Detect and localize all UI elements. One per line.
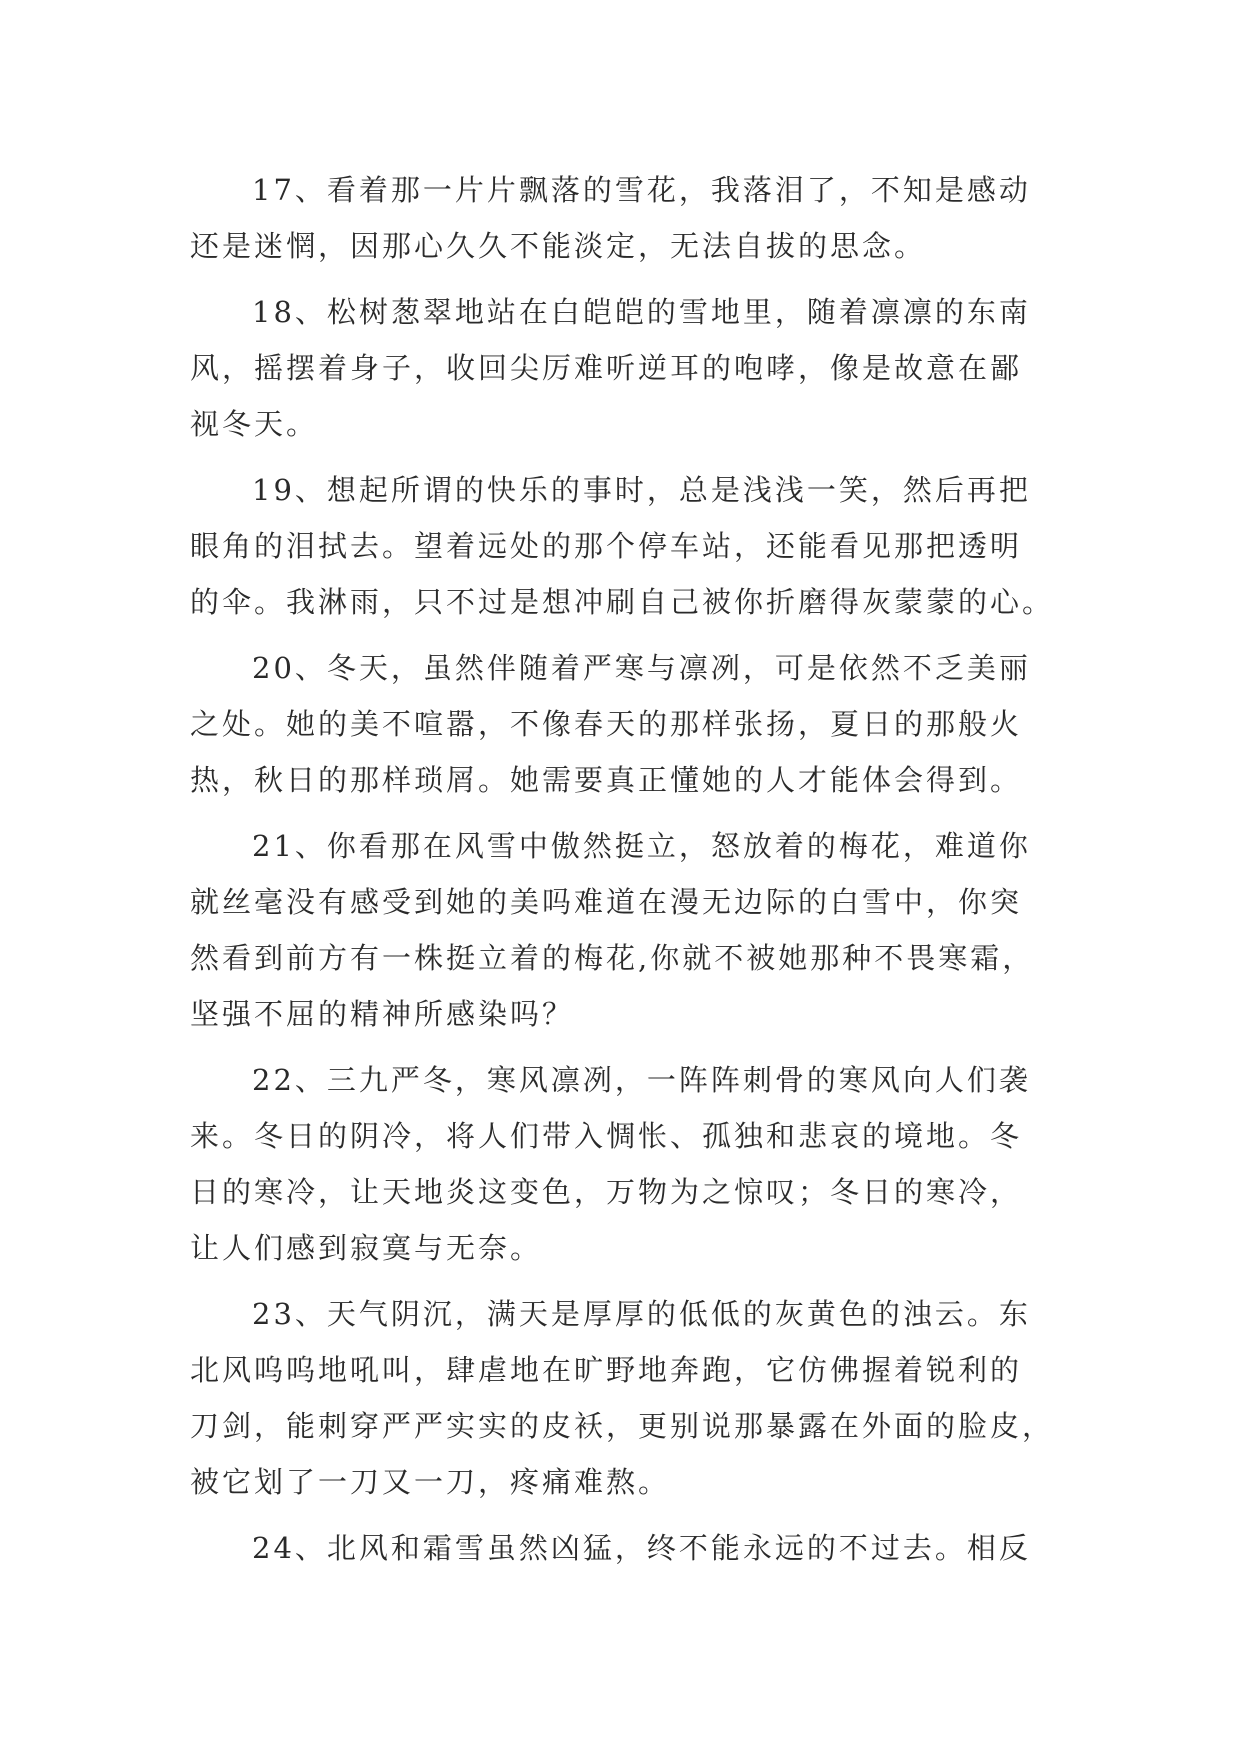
paragraph-line: 23、天气阴沉，满天是厚厚的低低的灰黄色的浊云。东 [252, 1297, 1031, 1331]
paragraph-20 [190, 640, 1050, 808]
paragraph-23 [190, 1286, 1055, 1510]
paragraph-18 [190, 284, 1050, 452]
paragraph-line: 热，秋日的那样琐屑。她需要真正懂她的人才能体会得到。 [190, 763, 1023, 797]
paragraph-19 [190, 462, 1055, 630]
paragraph-line: 眼角的泪拭去。望着远处的那个停车站，还能看见那把透明 [190, 529, 1023, 563]
paragraph-17 [190, 162, 1050, 274]
paragraph-line: 让人们感到寂寞与无奈。 [190, 1231, 543, 1265]
paragraph-line: 18、松树葱翠地站在白皑皑的雪地里，随着凛凛的东南 [252, 295, 1031, 329]
document-body [190, 162, 1055, 1586]
paragraph-line: 风，摇摆着身子，收回尖厉难听逆耳的咆哮，像是故意在鄙 [190, 351, 1023, 385]
paragraph-line: 21、你看那在风雪中傲然挺立，怒放着的梅花，难道你 [252, 829, 1031, 863]
paragraph-line: 刀剑，能刺穿严严实实的皮袄，更别说那暴露在外面的脸皮， [190, 1409, 1055, 1443]
paragraph-line: 19、想起所谓的快乐的事时，总是浅浅一笑，然后再把 [252, 473, 1031, 507]
paragraph-line: 北风呜呜地吼叫，肆虐地在旷野地奔跑，它仿佛握着锐利的 [190, 1353, 1023, 1387]
paragraph-24 [190, 1520, 1050, 1576]
paragraph-line: 之处。她的美不喧嚣，不像春天的那样张扬，夏日的那般火 [190, 707, 1023, 741]
paragraph-line: 的伞。我淋雨，只不过是想冲刷自己被你折磨得灰蒙蒙的心。 [190, 585, 1055, 619]
paragraph-line: 17、看着那一片片飘落的雪花，我落泪了，不知是感动 [252, 173, 1031, 207]
paragraph-line: 视冬天。 [190, 407, 319, 441]
paragraph-line: 然看到前方有一株挺立着的梅花,你就不被她那种不畏寒霜， [190, 941, 1035, 975]
paragraph-22 [190, 1052, 1050, 1276]
paragraph-line: 就丝毫没有感受到她的美吗难道在漫无边际的白雪中，你突 [190, 885, 1023, 919]
paragraph-line: 还是迷惘，因那心久久不能淡定，无法自拔的思念。 [190, 229, 927, 263]
paragraph-line: 24、北风和霜雪虽然凶猛，终不能永远的不过去。相反 [252, 1531, 1031, 1565]
paragraph-line: 来。冬日的阴冷，将人们带入惆怅、孤独和悲哀的境地。冬 [190, 1119, 1023, 1153]
paragraph-line: 22、三九严冬，寒风凛冽，一阵阵刺骨的寒风向人们袭 [252, 1063, 1031, 1097]
paragraph-line: 坚强不屈的精神所感染吗？ [190, 997, 575, 1031]
paragraph-line: 被它划了一刀又一刀，疼痛难熬。 [190, 1465, 671, 1499]
paragraph-line: 日的寒冷，让天地炎这变色，万物为之惊叹；冬日的寒冷， [190, 1175, 1023, 1209]
paragraph-21 [190, 818, 1050, 1042]
paragraph-line: 20、冬天，虽然伴随着严寒与凛冽，可是依然不乏美丽 [252, 651, 1031, 685]
